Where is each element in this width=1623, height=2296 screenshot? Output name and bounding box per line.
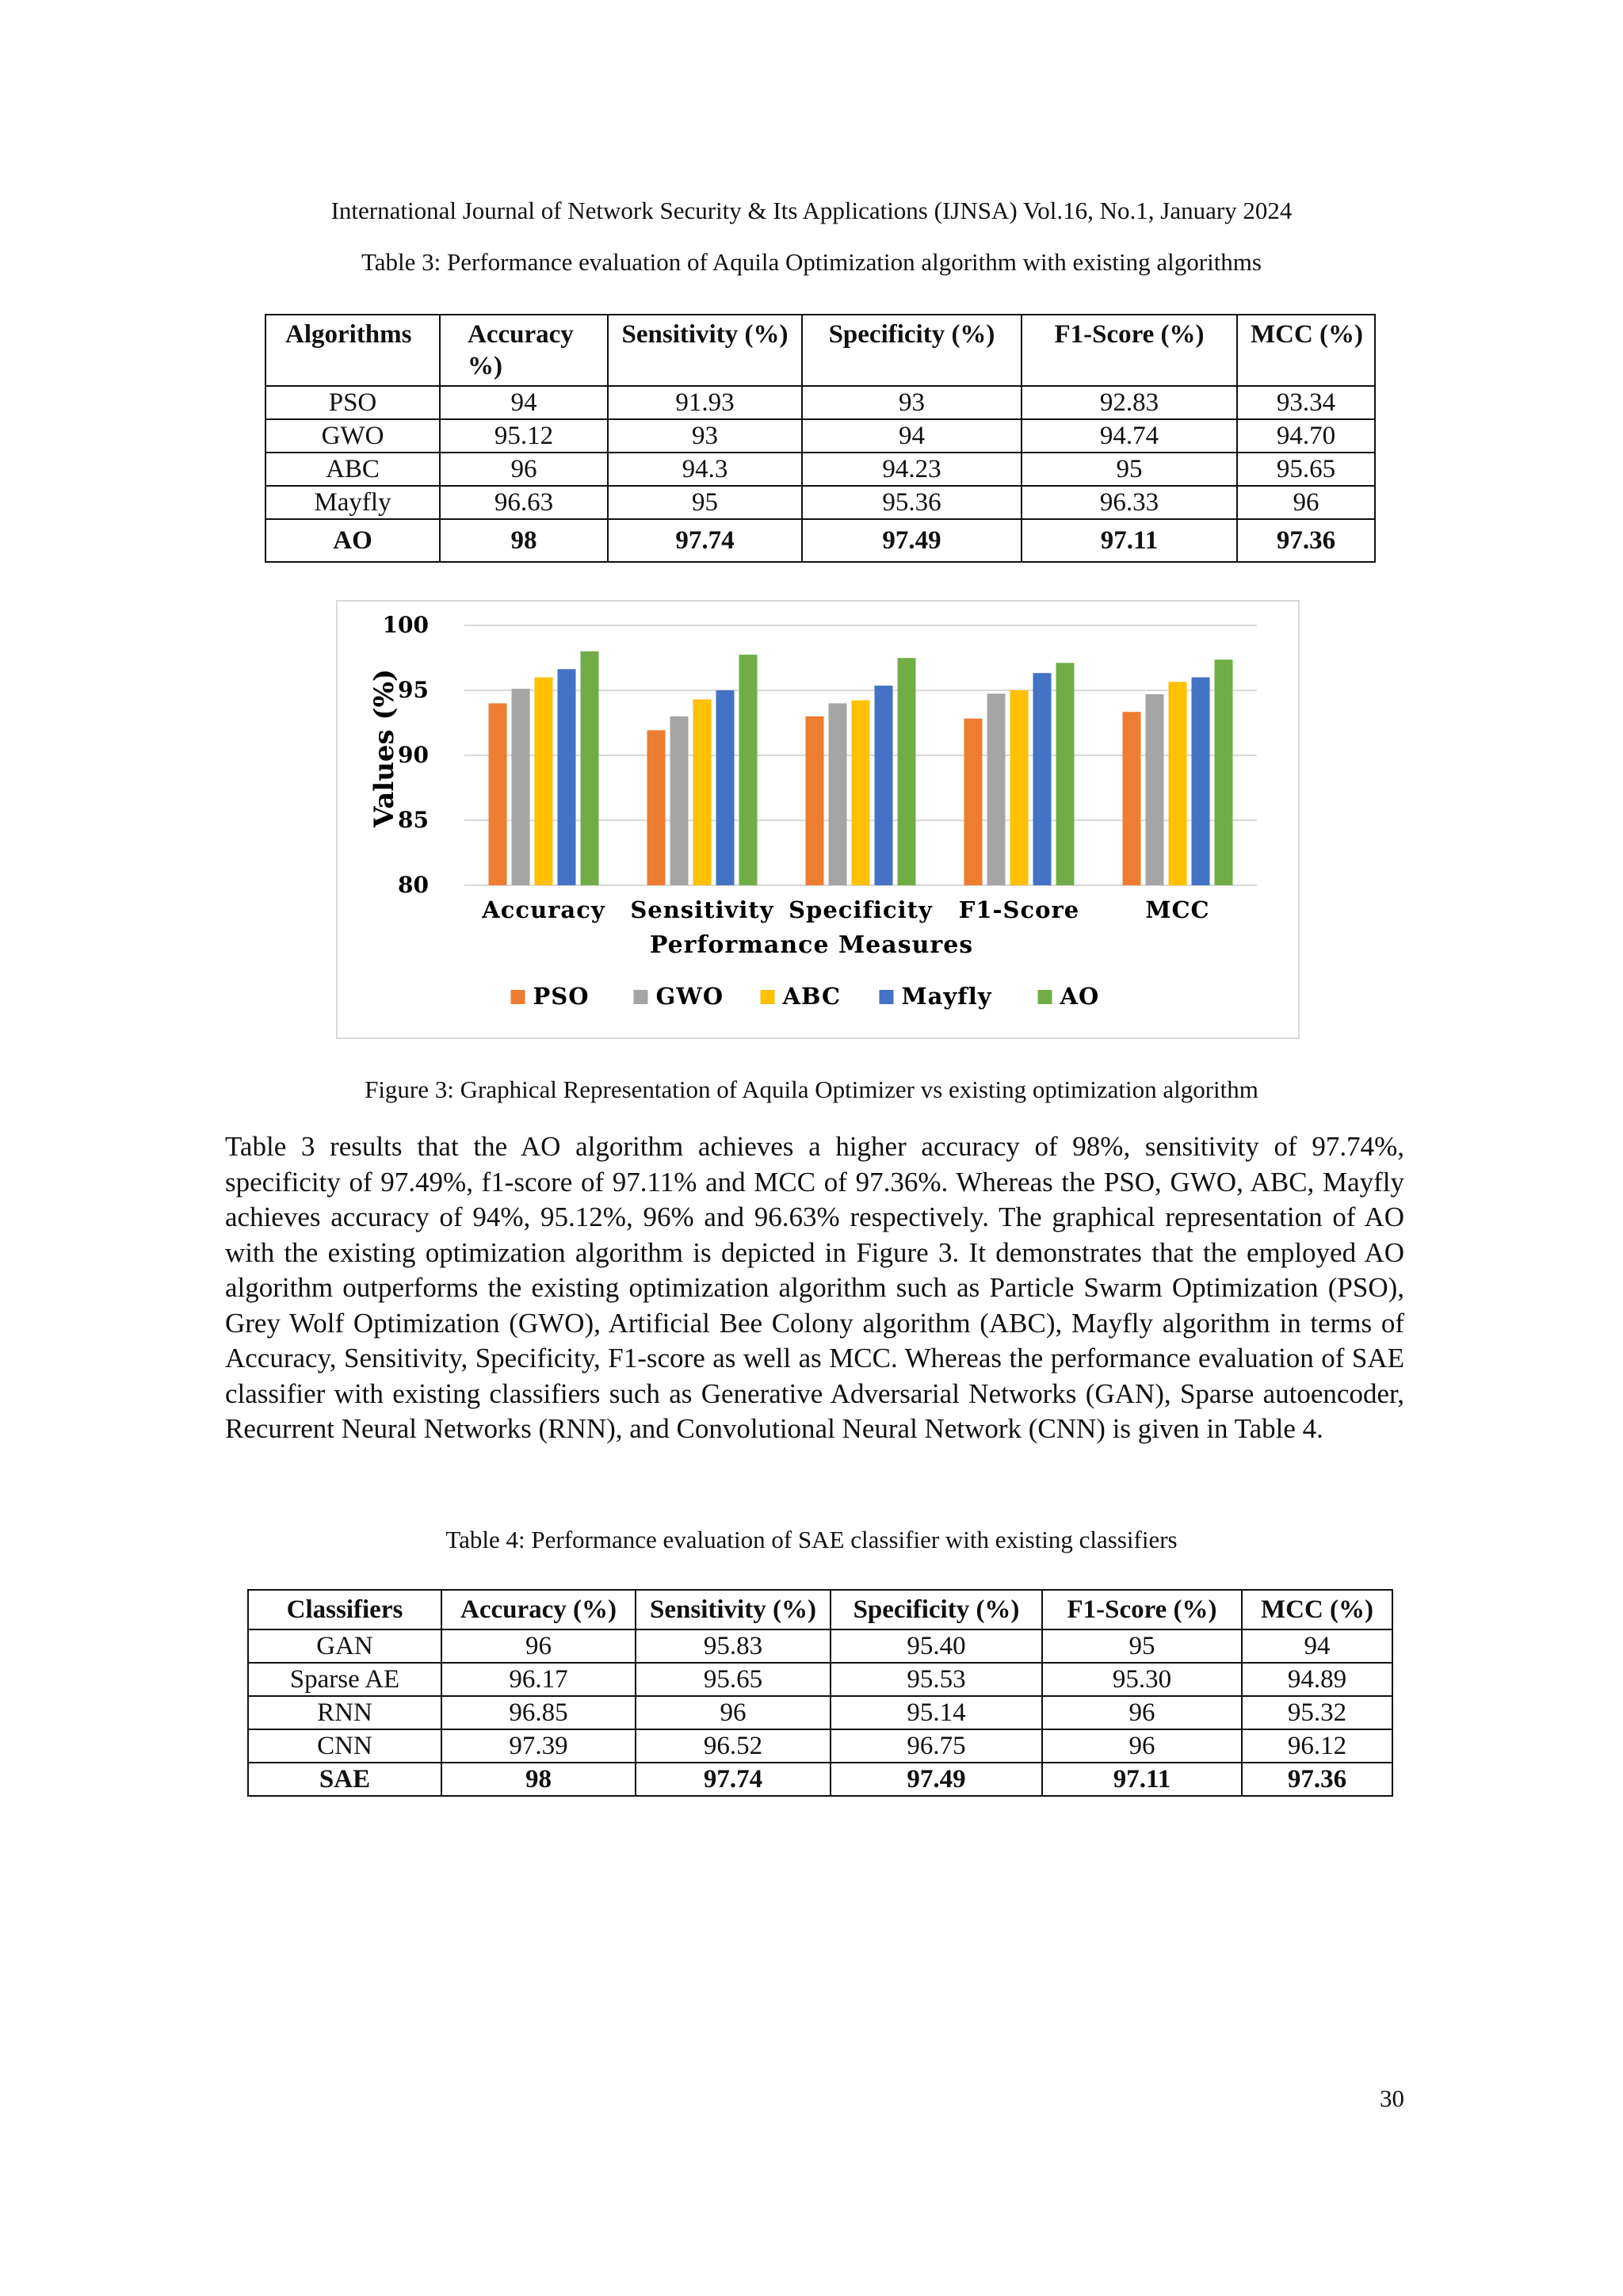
table-cell: 95.83 bbox=[636, 1629, 831, 1663]
table4-caption: Table 4: Performance evaluation of SAE classifier with existing classifiers bbox=[445, 1526, 1178, 1553]
table-cell: 93 bbox=[802, 386, 1022, 419]
table3 bbox=[265, 314, 1376, 563]
y-tick-label: 80 bbox=[398, 872, 429, 898]
table-cell: 94 bbox=[1242, 1629, 1392, 1663]
table3-header-row bbox=[265, 315, 1375, 386]
y-tick-label: 90 bbox=[398, 742, 429, 768]
bar-mayfly bbox=[1192, 678, 1210, 885]
table-cell: AO bbox=[265, 519, 440, 562]
table-cell: 95.36 bbox=[802, 486, 1022, 519]
table-cell: 95.65 bbox=[636, 1663, 831, 1696]
table-cell: 93.34 bbox=[1237, 386, 1375, 419]
bar-ao bbox=[1056, 663, 1075, 885]
table4-header-cell: Classifiers bbox=[248, 1590, 441, 1629]
table4 bbox=[247, 1589, 1393, 1797]
legend-label: ABC bbox=[782, 983, 842, 1010]
table-cell: 95.12 bbox=[440, 419, 608, 453]
legend-swatch bbox=[511, 990, 525, 1004]
table-cell: 97.11 bbox=[1042, 1763, 1242, 1796]
table-cell: RNN bbox=[248, 1696, 441, 1729]
legend-swatch bbox=[1038, 990, 1052, 1004]
table-cell: 94.70 bbox=[1237, 419, 1375, 453]
table-cell: 97.74 bbox=[608, 519, 802, 562]
table3-header-cell: Accuracy %) bbox=[440, 315, 608, 386]
table-cell: 96 bbox=[441, 1629, 636, 1663]
table-cell: 95 bbox=[1022, 453, 1237, 486]
bar-pso bbox=[964, 719, 983, 885]
y-tick-label: 100 bbox=[382, 612, 429, 638]
table-cell: 94 bbox=[440, 386, 608, 419]
table-cell: 97.74 bbox=[636, 1763, 831, 1796]
table3-caption: Table 3: Performance evaluation of Aquila Optimization algorithm with existing algorithms bbox=[361, 248, 1262, 276]
legend-label: AO bbox=[1060, 983, 1100, 1010]
table-cell: 96 bbox=[1042, 1696, 1242, 1729]
table-cell: 94.23 bbox=[802, 453, 1022, 486]
table-cell: 98 bbox=[441, 1763, 636, 1796]
table-cell: CNN bbox=[248, 1729, 441, 1763]
bar-pso bbox=[647, 730, 666, 885]
table-cell: PSO bbox=[265, 386, 440, 419]
table4-header-cell: Sensitivity (%) bbox=[636, 1590, 831, 1629]
table-cell: 95.40 bbox=[831, 1629, 1042, 1663]
table3-header-cell: Algorithms bbox=[265, 315, 440, 386]
y-tick-label: 95 bbox=[398, 677, 429, 703]
table4-header-cell: Accuracy (%) bbox=[441, 1590, 636, 1629]
table4-header-cell: F1-Score (%) bbox=[1042, 1590, 1242, 1629]
table-cell: 96 bbox=[1237, 486, 1375, 519]
table-cell: 97.49 bbox=[802, 519, 1022, 562]
legend-swatch bbox=[634, 990, 648, 1004]
figure3-chart bbox=[336, 600, 1300, 1039]
bar-gwo bbox=[670, 716, 689, 885]
x-tick-label: Sensitivity bbox=[630, 896, 774, 923]
table-cell: 92.83 bbox=[1022, 386, 1237, 419]
x-axis-title: Performance Measures bbox=[649, 931, 974, 959]
table-cell: GWO bbox=[265, 419, 440, 453]
page-number: 30 bbox=[1380, 2084, 1404, 2112]
table-cell: 95.32 bbox=[1242, 1696, 1392, 1729]
figure3-caption: Figure 3: Graphical Representation of Aquila Optimizer vs existing optimization algorithm bbox=[365, 1075, 1258, 1103]
bar-ao bbox=[1215, 659, 1233, 885]
table-row bbox=[248, 1663, 1392, 1696]
table-cell: 98 bbox=[440, 519, 608, 562]
table-row bbox=[248, 1629, 1392, 1663]
table-row bbox=[265, 486, 1375, 519]
bar-abc bbox=[535, 678, 553, 885]
legend-swatch bbox=[880, 990, 894, 1004]
bar-pso bbox=[1123, 712, 1141, 885]
table4-header-cell: Specificity (%) bbox=[831, 1590, 1042, 1629]
table-cell: 91.93 bbox=[608, 386, 802, 419]
table-cell: SAE bbox=[248, 1763, 441, 1796]
bar-gwo bbox=[512, 689, 530, 885]
x-tick-label: F1-Score bbox=[958, 896, 1080, 923]
table-row bbox=[248, 1696, 1392, 1729]
body-paragraph: Table 3 results that the AO algorithm achieves a higher accuracy of 98%, sensitivity of 97.74%, specificity of 97.49%, f1-score of 97.11% and MCC of 97.36%. Whereas the PSO, GWO, ABC, Mayfly achieves accuracy of 94%, 95.12%, 96% and 96.63% respectively. The graphical representation of AO with the existing optimization algorithm is depicted in Figure 3. It demonstrates that the employed AO algorithm outperforms the existing optimization algorithm such as Particle Swarm Optimization (PSO), Grey Wolf Optimization (GWO), Artificial Bee Colony algorithm (ABC), Mayfly algorithm in terms of Accuracy, Sensitivity, Specificity, F1-score as well as MCC. Whereas the performance evaluation of SAE classifier with existing classifiers such as Generative Adversarial Networks (GAN), Sparse autoencoder, Recurrent Neural Networks (RNN), and Convolutional Neural Network (CNN) is given in Table 4. bbox=[225, 1131, 1404, 1444]
bar-ao bbox=[898, 658, 916, 885]
table-cell: 93 bbox=[608, 419, 802, 453]
table-cell: 95.65 bbox=[1237, 453, 1375, 486]
y-tick-label: 85 bbox=[398, 807, 429, 833]
x-tick-label: Specificity bbox=[789, 896, 933, 923]
legend-label: GWO bbox=[655, 983, 724, 1010]
bar-ao bbox=[739, 655, 758, 885]
running-header: International Journal of Network Security & Its Applications (IJNSA) Vol.16, No.1, January 2024 bbox=[330, 197, 1293, 224]
table-cell: 97.39 bbox=[441, 1729, 636, 1763]
table-cell: 96 bbox=[440, 453, 608, 486]
bar-mayfly bbox=[716, 690, 735, 885]
bar-gwo bbox=[829, 703, 847, 885]
bar-abc bbox=[852, 701, 870, 885]
table3-header-cell: Sensitivity (%) bbox=[608, 315, 802, 386]
table-cell: 97.36 bbox=[1237, 519, 1375, 562]
bar-gwo bbox=[987, 693, 1006, 885]
bar-mayfly bbox=[558, 669, 576, 885]
table-cell: 94.3 bbox=[608, 453, 802, 486]
table-cell: 96.33 bbox=[1022, 486, 1237, 519]
table3-header-cell: F1-Score (%) bbox=[1022, 315, 1237, 386]
table-cell: Mayfly bbox=[265, 486, 440, 519]
table-cell: GAN bbox=[248, 1629, 441, 1663]
table-cell: 96 bbox=[1042, 1729, 1242, 1763]
table-cell: 94.89 bbox=[1242, 1663, 1392, 1696]
bar-ao bbox=[581, 651, 599, 885]
table3-header-cell: MCC (%) bbox=[1237, 315, 1375, 386]
table-cell: 94 bbox=[802, 419, 1022, 453]
table-cell: 95.30 bbox=[1042, 1663, 1242, 1696]
table-cell: 95.53 bbox=[831, 1663, 1042, 1696]
table-cell: 95 bbox=[608, 486, 802, 519]
table-row bbox=[248, 1729, 1392, 1763]
table-cell: 94.74 bbox=[1022, 419, 1237, 453]
table-cell: 96.17 bbox=[441, 1663, 636, 1696]
legend-label: Mayfly bbox=[901, 983, 992, 1010]
table-cell: ABC bbox=[265, 453, 440, 486]
table-cell: 96.75 bbox=[831, 1729, 1042, 1763]
table-cell: 97.11 bbox=[1022, 519, 1237, 562]
table3-header-cell: Specificity (%) bbox=[802, 315, 1022, 386]
legend-label: PSO bbox=[533, 983, 590, 1010]
table-row bbox=[265, 386, 1375, 419]
table-cell: 96.85 bbox=[441, 1696, 636, 1729]
bar-abc bbox=[1010, 690, 1029, 885]
x-tick-label: MCC bbox=[1145, 896, 1210, 923]
bar-mayfly bbox=[875, 686, 893, 885]
table-row bbox=[248, 1763, 1392, 1796]
table4-header-cell: MCC (%) bbox=[1242, 1590, 1392, 1629]
table-cell: 96 bbox=[636, 1696, 831, 1729]
table-cell: 97.36 bbox=[1242, 1763, 1392, 1796]
table-cell: 96.63 bbox=[440, 486, 608, 519]
bar-pso bbox=[806, 716, 824, 885]
table-cell: 97.49 bbox=[831, 1763, 1042, 1796]
x-tick-label: Accuracy bbox=[482, 896, 605, 923]
bar-gwo bbox=[1146, 694, 1164, 885]
table-cell: Sparse AE bbox=[248, 1663, 441, 1696]
bar-mayfly bbox=[1033, 673, 1052, 885]
table-row bbox=[265, 419, 1375, 453]
table-cell: 95 bbox=[1042, 1629, 1242, 1663]
table-cell: 96.12 bbox=[1242, 1729, 1392, 1763]
table-cell: 96.52 bbox=[636, 1729, 831, 1763]
table-row bbox=[265, 453, 1375, 486]
bar-pso bbox=[489, 703, 507, 885]
table-cell: 95.14 bbox=[831, 1696, 1042, 1729]
bar-chart-svg bbox=[338, 602, 1298, 1037]
bar-abc bbox=[693, 699, 712, 885]
table-row bbox=[265, 519, 1375, 562]
y-axis-title: Values (%) bbox=[369, 668, 400, 828]
legend-swatch bbox=[761, 990, 775, 1004]
table4-header-row bbox=[248, 1590, 1392, 1629]
bar-abc bbox=[1169, 682, 1187, 885]
